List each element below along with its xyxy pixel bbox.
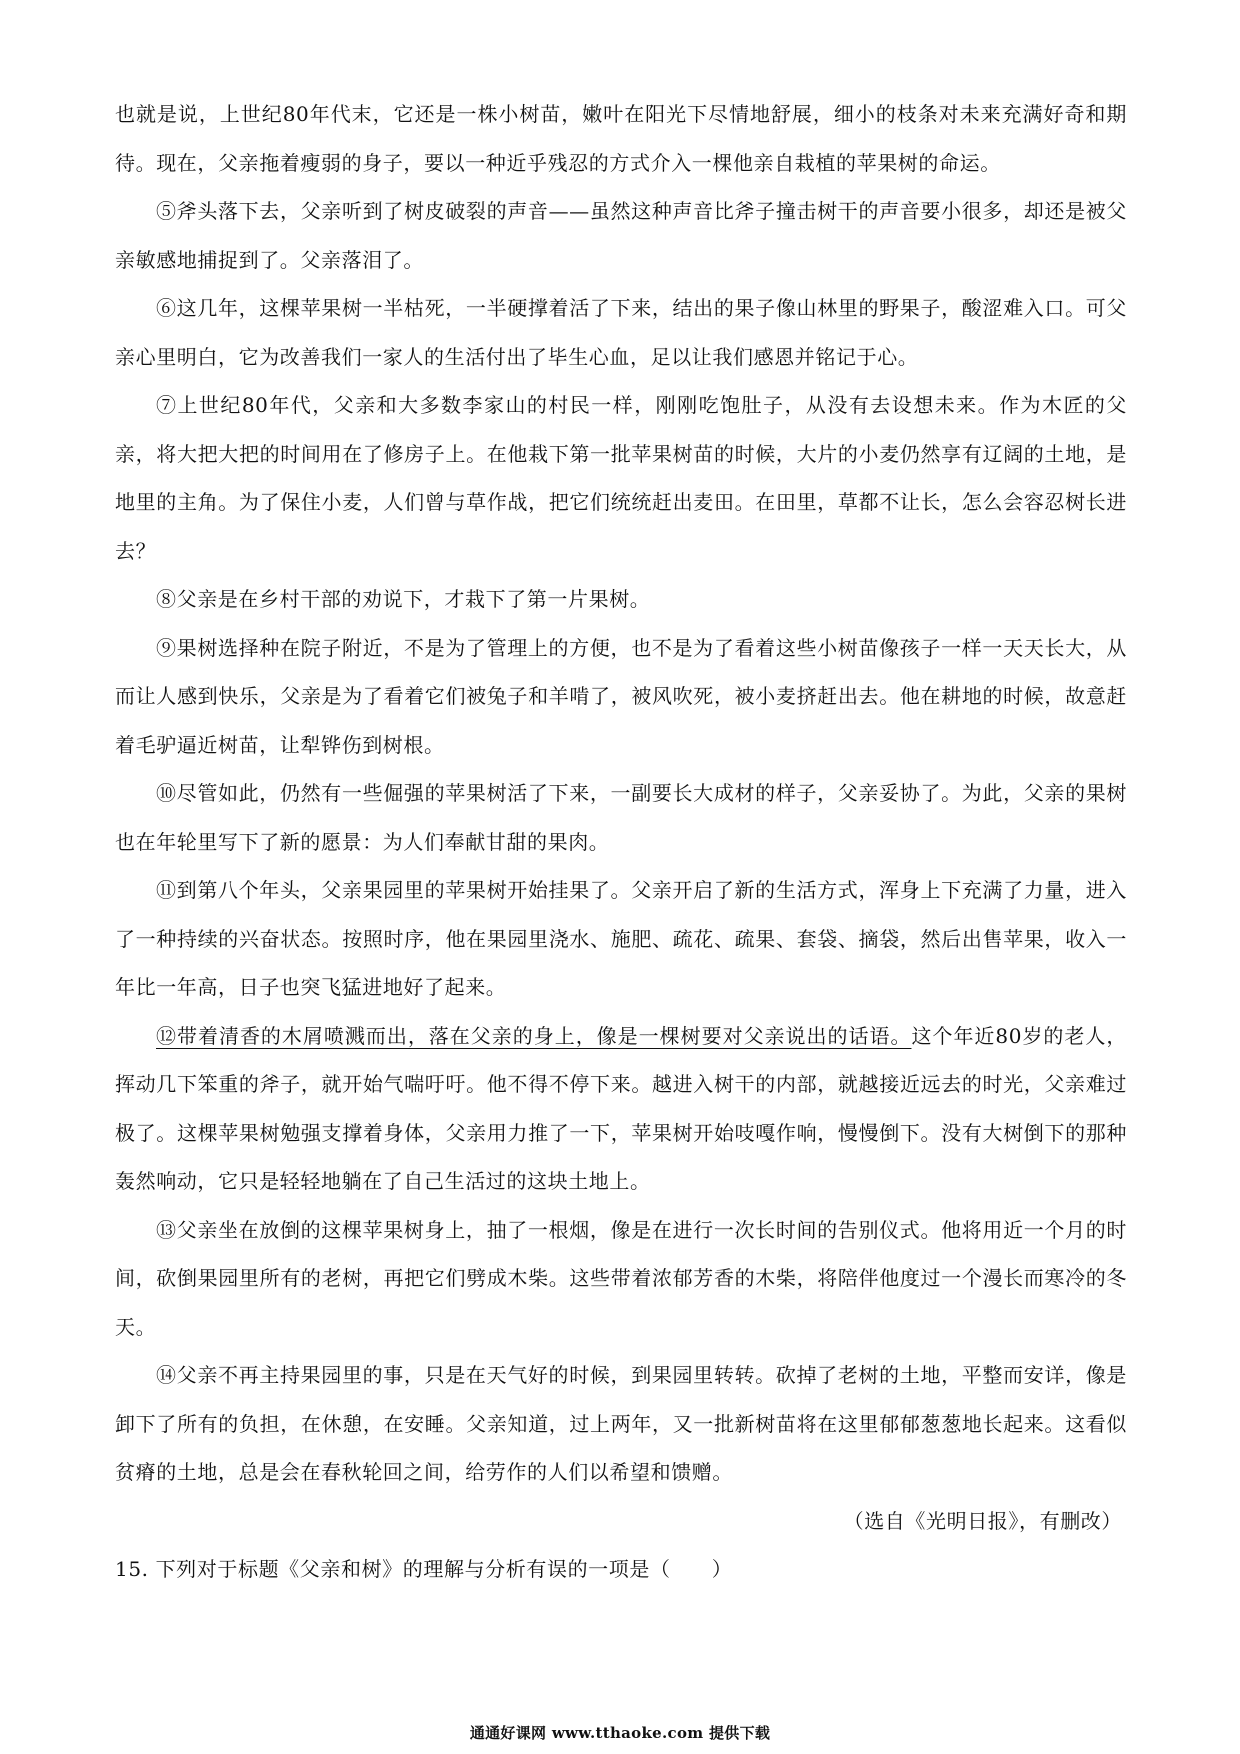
paragraph-8: ⑧父亲是在乡村干部的劝说下，才栽下了第一片果树。 [156, 587, 651, 611]
paragraph-14: ⑭父亲不再主持果园里的事，只是在天气好的时候，到果园里转转。砍掉了老树的土地，平整而安详，像是卸下了所有的负担，在休憩，在安睡。父亲知道，过上两年，又一批新树苗将在这里郁郁葱葱地长起来。这看似贫瘠的土地，总是会在春秋轮回之间，给劳作的人们以希望和馈赠。 [115, 1363, 1127, 1484]
paragraph-10: ⑩尽管如此，仍然有一些倔强的苹果树活了下来，一副要长大成材的样子，父亲妥协了。为此，父亲的果树也在年轮里写下了新的愿景：为人们奉献甘甜的果肉。 [115, 781, 1127, 854]
paragraph-9: ⑨果树选择种在院子附近，不是为了管理上的方便，也不是为了看着这些小树苗像孩子一样一天天长大，从而让人感到快乐，父亲是为了看着它们被兔子和羊啃了，被风吹死，被小麦挤赶出去。他在耕地的时候，故意赶着毛驴逼近树苗，让犁铧伤到树根。 [115, 635, 1127, 757]
page-footer: 通通好课网 www.tthaoke.com 提供下载 [469, 1724, 771, 1742]
paragraph-7: ⑦上世纪80年代，父亲和大多数李家山的村民一样，刚刚吃饱肚子，从没有去设想未来。作为木匠的父亲，将大把大把的时间用在了修房子上。在他栽下第一批苹果树苗的时候，大片的小麦仍然享有辽阔的土地，是地里的主角。为了保住小麦，人们曾与草作战，把它们统统赶出麦田。在田里，草都不让长，怎么会容忍树长进去？ [115, 393, 1127, 563]
paragraph-6: ⑥这几年，这棵苹果树一半枯死，一半硬撑着活了下来，结出的果子像山林里的野果子，酸涩难入口。可父亲心里明白，它为改善我们一家人的生活付出了毕生心血，足以让我们感恩并铭记于心。 [115, 296, 1127, 369]
paragraph-13: ⑬父亲坐在放倒的这棵苹果树身上，抽了一根烟，像是在进行一次长时间的告别仪式。他将用近一个月的时间，砍倒果园里所有的老树，再把它们劈成木柴。这些带着浓郁芳香的木柴，将陪伴他度过一个漫长而寒冷的冬天。 [115, 1217, 1127, 1339]
underlined-sentence: ⑫带着清香的木屑喷溅而出，落在父亲的身上，像是一棵树要对父亲说出的话语。 [156, 1023, 912, 1048]
paragraph-11: ⑪到第八个年头，父亲果园里的苹果树开始挂果了。父亲开启了新的生活方式，浑身上下充满了力量，进入了一种持续的兴奋状态。按照时序，他在果园里浇水、施肥、疏花、疏果、套袋、摘袋，然后出售苹果，收入一年比一年高，日子也突飞猛进地好了起来。 [115, 878, 1127, 999]
paragraph-intro: 也就是说，上世纪80年代末，它还是一株小树苗，嫩叶在阳光下尽情地舒展，细小的枝条对未来充满好奇和期待。现在，父亲拖着瘦弱的身子，要以一种近乎残忍的方式介入一棵他亲自栽植的苹果树的命运。 [115, 102, 1127, 175]
paragraph-12-rest: 这个年近80岁的老人，挥动几下笨重的斧子，就开始气喘吁吁。他不得不停下来。越进入树干的内部，就越接近远去的时光，父亲难过极了。这棵苹果树勉强支撑着身体，父亲用力推了一下，苹果树开始吱嘎作响，慢慢倒下。没有大树倒下的那种轰然响动，它只是轻轻地躺在了自己生活过的这块土地上。 [115, 1023, 1127, 1193]
article-body [115, 90, 1127, 1594]
source-citation: （选自《光明日报》，有删改） [843, 1508, 1122, 1533]
question-15: 15. 下列对于标题《父亲和树》的理解与分析有误的一项是（ ） [115, 1557, 733, 1581]
paragraph-5: ⑤斧头落下去，父亲听到了树皮破裂的声音——虽然这种声音比斧子撞击树干的声音要小很多，却还是被父亲敏感地捕捉到了。父亲落泪了。 [115, 199, 1127, 272]
paragraph-12 [115, 1012, 1127, 1206]
